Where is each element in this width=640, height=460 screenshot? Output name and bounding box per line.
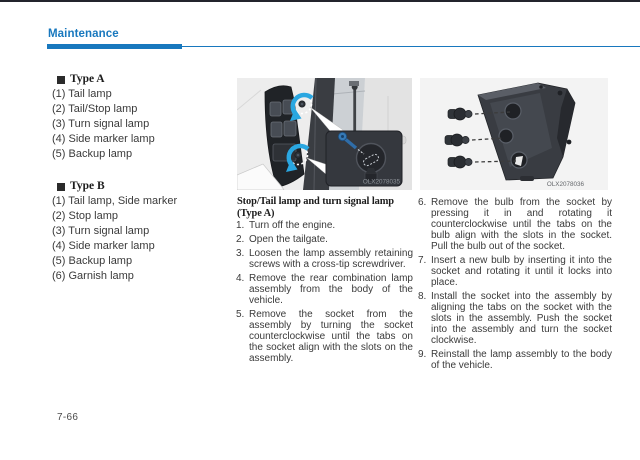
step-text: Loosen the lamp assembly retaining screws with a cross-tip screwdriver. <box>249 248 413 270</box>
step-item <box>236 234 413 245</box>
figure-lamp-screws <box>237 78 412 190</box>
step-number: 8. <box>418 291 427 302</box>
bulb-hole <box>499 129 513 143</box>
lamp-list-item: (3) Turn signal lamp <box>52 118 150 130</box>
step-text: Remove the bulb from the socket by pressing it in and rotating it counterclockwise until the tabs on the bulb align with the slots in the socket. Pull the bulb out of the socket. <box>431 197 612 252</box>
type-b-list <box>52 194 232 284</box>
lamp-list-item: (5) Backup lamp <box>52 255 133 267</box>
step-text: Turn off the engine. <box>249 220 336 231</box>
step-text: Insert a new bulb by inserting it into the socket and rotating it until it locks into place. <box>431 255 612 288</box>
header-accent-line <box>182 46 640 47</box>
step-item <box>418 197 612 252</box>
step-item <box>236 309 413 364</box>
header-accent-bar <box>47 44 182 49</box>
step-number: 6. <box>418 197 427 208</box>
tail-lamp-screws-illustration <box>237 78 412 190</box>
type-a-list <box>52 87 232 162</box>
figure1-code: OLX2078035 <box>362 178 400 186</box>
figure2-code: OLX2078036 <box>546 181 584 188</box>
bulb-hole <box>505 103 521 119</box>
step-item <box>236 273 413 306</box>
step-text: Open the tailgate. <box>249 234 328 245</box>
type-a-title: Type A <box>70 73 105 85</box>
step-number: 4. <box>236 273 245 284</box>
square-bullet-icon <box>57 183 65 191</box>
step-text: Remove the rear combination lamp assembly from the body of the vehicle. <box>249 273 413 306</box>
square-bullet-icon <box>57 76 65 84</box>
step-item <box>236 220 413 231</box>
lamp-list-item: (4) Side marker lamp <box>52 133 155 145</box>
step-item <box>418 255 612 288</box>
lamp-list-item: (2) Stop lamp <box>52 210 119 222</box>
step-number: 3. <box>236 248 245 259</box>
lamp-list-item: (1) Tail lamp, Side marker <box>52 195 178 207</box>
procedure-steps-6-9 <box>418 197 612 374</box>
screw-icon <box>295 152 301 158</box>
figure-caption <box>237 196 417 219</box>
procedure-steps-1-5 <box>236 220 413 367</box>
lamp-list-item: (2) Tail/Stop lamp <box>52 103 138 115</box>
step-number: 2. <box>236 234 245 245</box>
step-number: 7. <box>418 255 427 266</box>
page-number: 7-66 <box>57 412 79 423</box>
step-number: 5. <box>236 309 245 320</box>
step-item <box>418 291 612 346</box>
lamp-list-item: (3) Turn signal lamp <box>52 225 150 237</box>
type-b-heading <box>52 179 232 194</box>
step-item <box>236 248 413 270</box>
step-text: Install the socket into the assembly by aligning the tabs on the socket with the slots in the assembly. Push the socket into the assembly and turn the socket clockwise. <box>431 291 612 346</box>
step-text: Reinstall the lamp assembly to the body of the vehicle. <box>431 349 612 371</box>
lamp-list-item: (5) Backup lamp <box>52 148 133 160</box>
section-title: Maintenance <box>48 28 119 40</box>
lamp-list-item: (1) Tail lamp <box>52 88 112 100</box>
lamp-assembly-illustration <box>420 78 608 190</box>
step-number: 9. <box>418 349 427 360</box>
step-number: 1. <box>236 220 245 231</box>
step-text: Remove the socket from the assembly by turning the socket counterclockwise until the tabs on the socket align with the slots on the assembly. <box>249 309 413 364</box>
page-top-rule <box>0 0 640 2</box>
type-b-title: Type B <box>70 180 105 192</box>
step-item <box>418 349 612 371</box>
screw-icon <box>299 101 305 107</box>
caption-line2: (Type A) <box>237 207 275 219</box>
lamp-types-column <box>52 72 232 284</box>
figure-bulb-sockets <box>420 78 608 190</box>
lamp-list-item: (4) Side marker lamp <box>52 240 155 252</box>
caption-line1: Stop/Tail lamp and turn signal lamp <box>237 196 394 207</box>
type-a-heading <box>52 72 232 87</box>
lamp-list-item: (6) Garnish lamp <box>52 270 134 282</box>
